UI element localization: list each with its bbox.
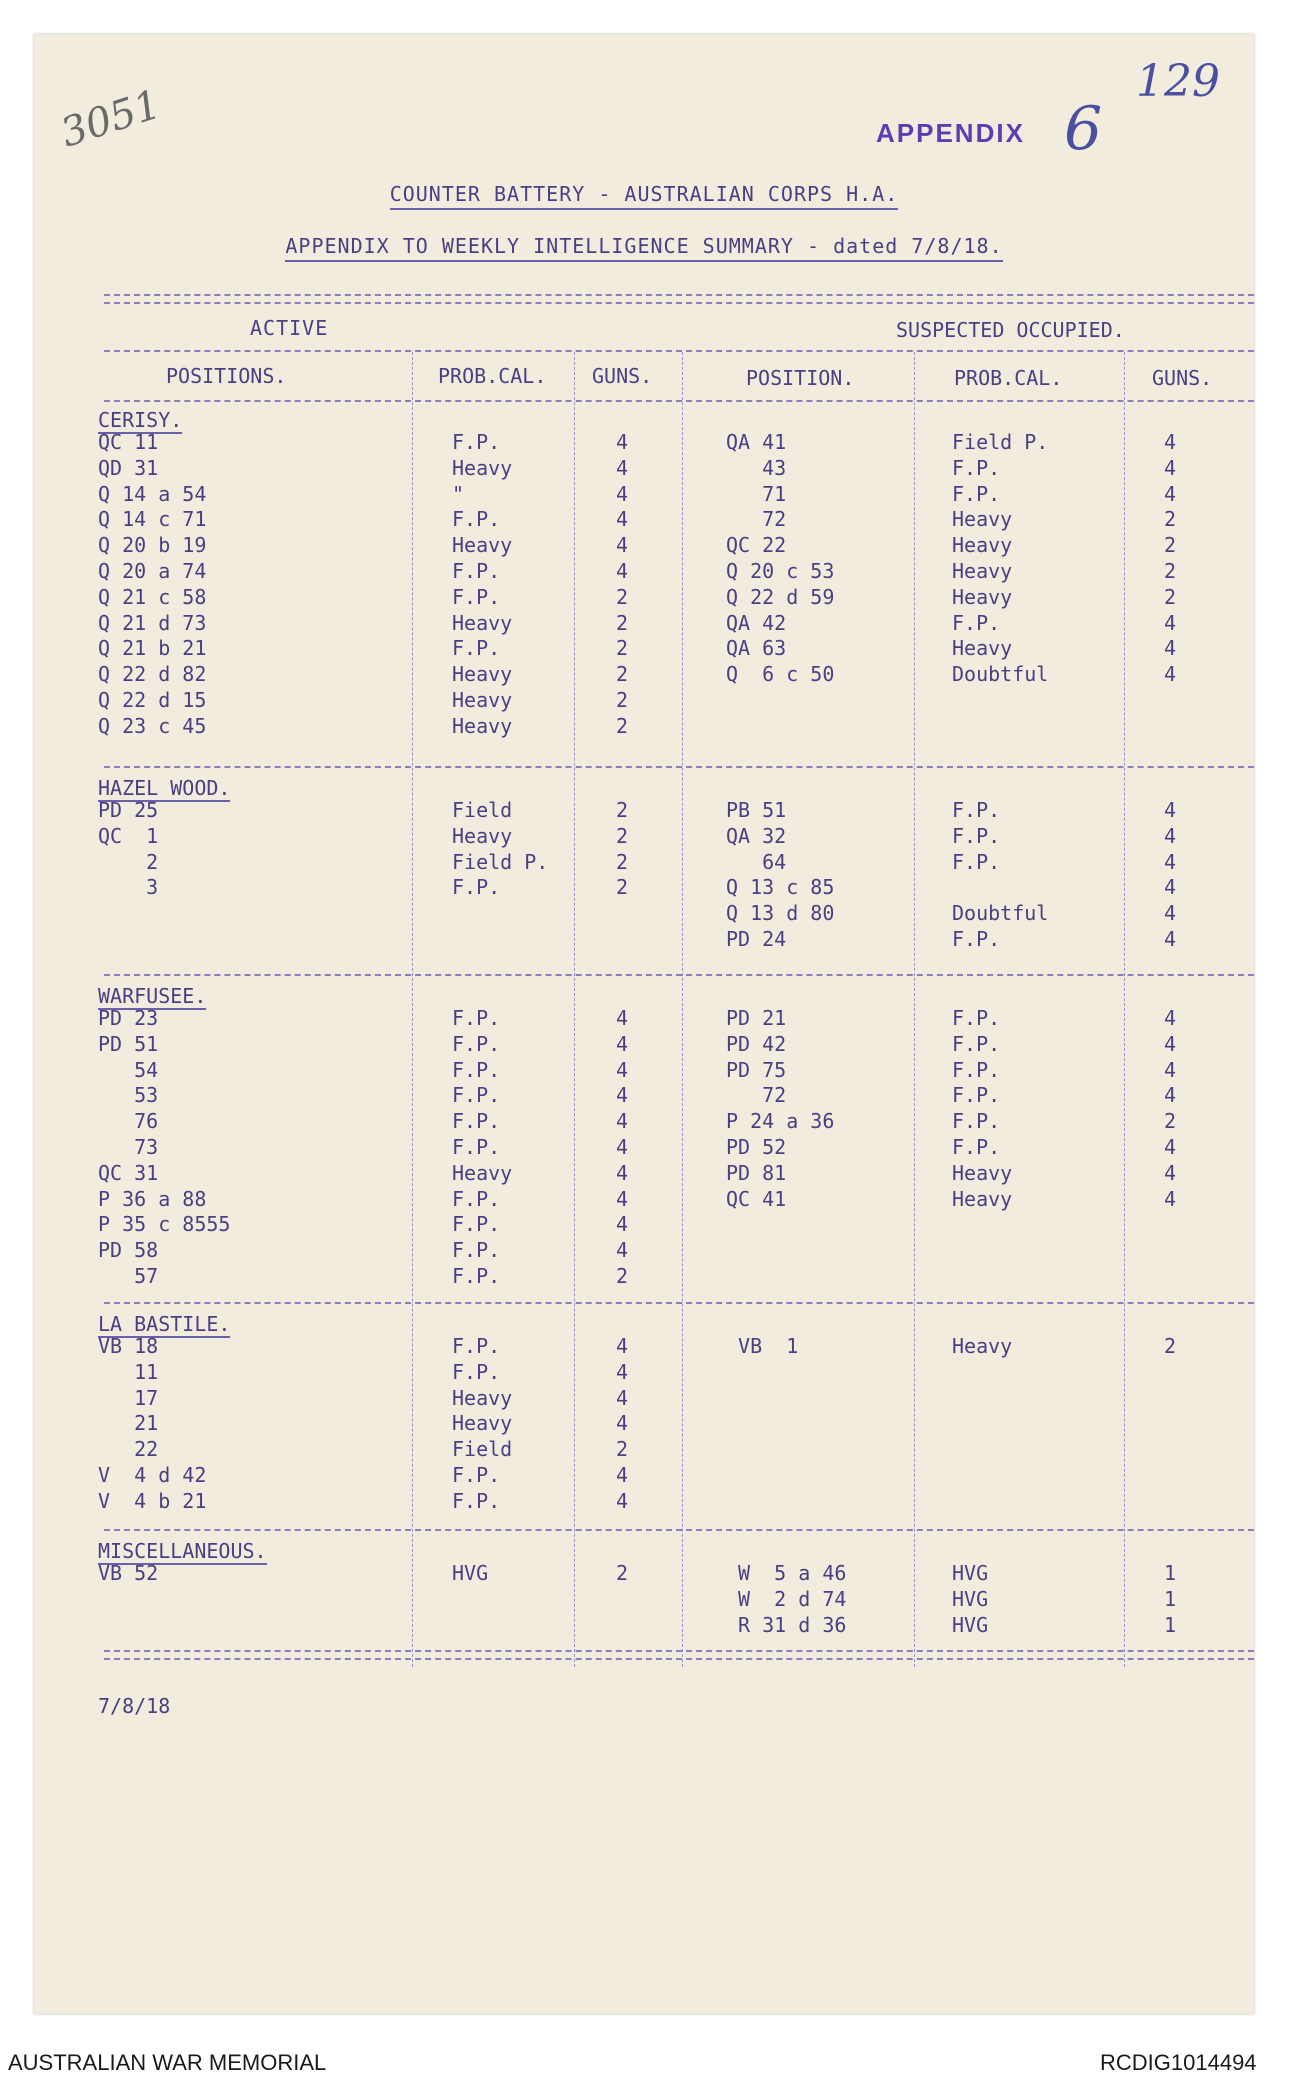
active-position: QC 11 — [98, 430, 159, 454]
pencil-registry-number: 3051 — [55, 81, 167, 157]
active-guns: 4 — [616, 1411, 629, 1436]
active-prob-cal: F.P. — [452, 1212, 501, 1237]
section-heading: HAZEL WOOD. — [98, 776, 231, 800]
suspected-prob-cal: F.P. — [952, 927, 1001, 951]
document-title: COUNTER BATTERY - AUSTRALIAN CORPS H.A. — [34, 182, 1254, 206]
suspected-position: QC 22 — [726, 533, 787, 558]
active-prob-cal: F.P. — [452, 430, 501, 454]
active-position: 54 — [98, 1057, 159, 1082]
suspected-guns: 4 — [1164, 455, 1177, 480]
suspected-guns: 2 — [1164, 507, 1177, 532]
active-guns: 2 — [616, 849, 629, 874]
active-prob-cal: F.P. — [452, 1238, 501, 1263]
suspected-guns: 4 — [1164, 823, 1177, 848]
suspected-guns: 4 — [1164, 849, 1177, 874]
active-guns: 4 — [616, 1057, 629, 1082]
section-heading: MISCELLANEOUS. — [98, 1539, 267, 1563]
active-prob-cal: Field — [452, 1437, 513, 1462]
active-position: 22 — [98, 1437, 159, 1462]
active-guns: 4 — [616, 559, 629, 583]
active-prob-cal: F.P. — [452, 1109, 501, 1134]
active-position: P 36 a 88 — [98, 1186, 207, 1211]
appendix-number: 6 — [1064, 94, 1103, 164]
active-guns: 2 — [616, 662, 629, 687]
suspected-position: PD 52 — [726, 1135, 787, 1159]
active-position: PD 51 — [98, 1031, 159, 1056]
footer-left: AUSTRALIAN WAR MEMORIAL — [8, 2050, 327, 2075]
active-position: PD 58 — [98, 1238, 159, 1263]
active-guns: 4 — [616, 1031, 629, 1056]
suspected-prob-cal: Doubtful — [952, 662, 1049, 687]
active-prob-cal: F.P. — [452, 1334, 501, 1358]
suspected-position: PD 21 — [726, 1006, 787, 1030]
document-page — [34, 34, 1254, 2014]
active-position: 57 — [98, 1264, 159, 1288]
active-prob-cal: Heavy — [452, 455, 513, 480]
suspected-guns: 4 — [1164, 1083, 1177, 1108]
suspected-position: Q 6 c 50 — [726, 662, 835, 687]
suspected-position: PD 42 — [726, 1031, 787, 1056]
active-position: 2 — [98, 849, 159, 874]
active-prob-cal: Heavy — [452, 713, 513, 738]
suspected-position: Q 13 d 80 — [726, 901, 835, 926]
active-guns: 2 — [616, 823, 629, 848]
suspected-guns: 4 — [1164, 798, 1177, 822]
active-guns: 4 — [616, 1359, 629, 1384]
suspected-position: P 24 a 36 — [726, 1109, 835, 1134]
active-position: Q 22 d 82 — [98, 662, 207, 687]
suspected-guns: 4 — [1164, 901, 1177, 926]
active-prob-cal: Heavy — [452, 662, 513, 687]
suspected-position: Q 22 d 59 — [726, 584, 835, 609]
suspected-prob-cal: Heavy — [952, 1186, 1013, 1211]
suspected-position: 43 — [726, 455, 787, 480]
suspected-guns: 4 — [1164, 875, 1177, 900]
active-position: 21 — [98, 1411, 159, 1436]
section-heading: CERISY. — [98, 408, 183, 432]
active-prob-cal: F.P. — [452, 507, 501, 532]
active-guns: 4 — [616, 1135, 629, 1159]
suspected-guns: 1 — [1164, 1586, 1177, 1611]
active-prob-cal: F.P. — [452, 1488, 501, 1513]
active-position: QC 1 — [98, 823, 159, 848]
suspected-position: 72 — [726, 1083, 787, 1108]
active-guns: 2 — [616, 636, 629, 661]
suspected-guns: 1 — [1164, 1612, 1177, 1637]
suspected-guns: 2 — [1164, 559, 1177, 583]
active-position: VB 52 — [98, 1561, 159, 1585]
active-position: 3 — [98, 875, 159, 900]
active-position: VB 18 — [98, 1334, 159, 1358]
document-subtitle: APPENDIX TO WEEKLY INTELLIGENCE SUMMARY - dated 7/8/18. — [34, 234, 1254, 258]
active-position: QD 31 — [98, 455, 159, 480]
suspected-position: PD 81 — [726, 1160, 787, 1185]
suspected-position: QA 63 — [726, 636, 787, 661]
active-guns: 4 — [616, 1006, 629, 1030]
suspected-guns: 4 — [1164, 1160, 1177, 1185]
col-divider-4 — [914, 352, 915, 1667]
active-guns: 4 — [616, 1160, 629, 1185]
active-guns: 4 — [616, 481, 629, 506]
active-guns: 4 — [616, 1238, 629, 1263]
active-position: Q 14 a 54 — [98, 481, 207, 506]
suspected-prob-cal: F.P. — [952, 1083, 1001, 1108]
suspected-position: 72 — [726, 507, 787, 532]
active-prob-cal: F.P. — [452, 636, 501, 661]
active-prob-cal: Heavy — [452, 1411, 513, 1436]
section-heading: WARFUSEE. — [98, 984, 207, 1008]
suspected-prob-cal: HVG — [952, 1561, 989, 1585]
active-guns: 2 — [616, 875, 629, 900]
group-suspected: SUSPECTED OCCUPIED. — [896, 318, 1125, 342]
suspected-prob-cal: Heavy — [952, 584, 1013, 609]
active-position: 73 — [98, 1135, 159, 1159]
active-guns: 4 — [616, 1186, 629, 1211]
suspected-position: Q 13 c 85 — [726, 875, 835, 900]
suspected-guns: 2 — [1164, 584, 1177, 609]
active-prob-cal: Heavy — [452, 1160, 513, 1185]
suspected-position: PB 51 — [726, 798, 787, 822]
suspected-prob-cal: F.P. — [952, 849, 1001, 874]
suspected-guns: 4 — [1164, 1057, 1177, 1082]
suspected-prob-cal: Heavy — [952, 1160, 1013, 1185]
active-prob-cal: Heavy — [452, 1385, 513, 1410]
suspected-position: R 31 d 36 — [726, 1612, 847, 1637]
suspected-guns: 4 — [1164, 481, 1177, 506]
suspected-prob-cal: Heavy — [952, 1334, 1013, 1358]
suspected-position: PD 75 — [726, 1057, 787, 1082]
suspected-position: QA 32 — [726, 823, 787, 848]
active-position: 53 — [98, 1083, 159, 1108]
col-divider-5 — [1124, 352, 1125, 1667]
group-active: ACTIVE — [250, 316, 329, 340]
header-top-rule — [104, 350, 1254, 352]
active-prob-cal: F.P. — [452, 1359, 501, 1384]
suspected-prob-cal: Heavy — [952, 559, 1013, 583]
active-prob-cal: F.P. — [452, 1006, 501, 1030]
active-guns: 4 — [616, 1385, 629, 1410]
suspected-position: Q 20 c 53 — [726, 559, 835, 583]
suspected-prob-cal: HVG — [952, 1586, 989, 1611]
active-guns: 4 — [616, 507, 629, 532]
active-position: 17 — [98, 1385, 159, 1410]
col-prob-cal: PROB.CAL. — [438, 364, 547, 388]
suspected-guns: 4 — [1164, 636, 1177, 661]
col-prob-cal-2: PROB.CAL. — [954, 366, 1063, 390]
suspected-prob-cal: Heavy — [952, 533, 1013, 558]
active-prob-cal: Heavy — [452, 610, 513, 635]
active-position: Q 20 a 74 — [98, 559, 207, 583]
suspected-prob-cal: Heavy — [952, 636, 1013, 661]
suspected-prob-cal: F.P. — [952, 798, 1001, 822]
suspected-position: VB 1 — [726, 1334, 799, 1358]
suspected-position: QA 41 — [726, 430, 787, 454]
active-prob-cal: Heavy — [452, 533, 513, 558]
active-prob-cal: " — [452, 481, 465, 506]
suspected-prob-cal: F.P. — [952, 455, 1001, 480]
suspected-prob-cal: F.P. — [952, 1135, 1001, 1159]
top-rule — [104, 294, 1254, 304]
active-guns: 4 — [616, 533, 629, 558]
active-prob-cal: F.P. — [452, 1083, 501, 1108]
suspected-prob-cal: F.P. — [952, 1109, 1001, 1134]
suspected-guns: 4 — [1164, 1006, 1177, 1030]
active-position: Q 14 c 71 — [98, 507, 207, 532]
col-divider-2 — [574, 352, 575, 1667]
active-prob-cal: Field P. — [452, 849, 549, 874]
active-position: Q 21 c 58 — [98, 584, 207, 609]
active-position: V 4 d 42 — [98, 1463, 207, 1487]
active-guns: 2 — [616, 584, 629, 609]
suspected-guns: 4 — [1164, 662, 1177, 687]
active-position: Q 23 c 45 — [98, 713, 207, 738]
suspected-position: 64 — [726, 849, 787, 874]
suspected-prob-cal: F.P. — [952, 1006, 1001, 1030]
active-prob-cal: F.P. — [452, 1057, 501, 1082]
bottom-rule — [104, 1650, 1254, 1660]
active-prob-cal: F.P. — [452, 1031, 501, 1056]
suspected-position: 71 — [726, 481, 787, 506]
active-guns: 2 — [616, 610, 629, 635]
suspected-position: W 2 d 74 — [726, 1586, 847, 1611]
active-position: Q 21 d 73 — [98, 610, 207, 635]
suspected-prob-cal: F.P. — [952, 481, 1001, 506]
suspected-prob-cal: HVG — [952, 1612, 989, 1637]
suspected-prob-cal: F.P. — [952, 823, 1001, 848]
suspected-guns: 4 — [1164, 1135, 1177, 1159]
active-prob-cal: Field — [452, 798, 513, 822]
active-position: PD 25 — [98, 798, 159, 822]
suspected-guns: 4 — [1164, 927, 1177, 951]
col-guns-2: GUNS. — [1152, 366, 1213, 390]
appendix-stamp: APPENDIX — [876, 118, 1025, 148]
active-position: V 4 b 21 — [98, 1488, 207, 1513]
suspected-position: QC 41 — [726, 1186, 787, 1211]
suspected-guns: 4 — [1164, 1186, 1177, 1211]
active-guns: 2 — [616, 1561, 629, 1585]
active-guns: 4 — [616, 1109, 629, 1134]
active-prob-cal: F.P. — [452, 1135, 501, 1159]
suspected-guns: 2 — [1164, 1109, 1177, 1134]
active-prob-cal: F.P. — [452, 875, 501, 900]
active-position: 11 — [98, 1359, 159, 1384]
suspected-prob-cal: F.P. — [952, 1057, 1001, 1082]
suspected-prob-cal: Doubtful — [952, 901, 1049, 926]
active-guns: 4 — [616, 455, 629, 480]
col-guns: GUNS. — [592, 364, 653, 388]
active-prob-cal: F.P. — [452, 1264, 501, 1288]
section-heading: LA BASTILE. — [98, 1312, 231, 1336]
section-divider — [104, 766, 1254, 768]
active-prob-cal: HVG — [452, 1561, 489, 1585]
active-position: PD 23 — [98, 1006, 159, 1030]
active-guns: 2 — [616, 688, 629, 712]
col-positions: POSITIONS. — [166, 364, 287, 388]
active-position: Q 22 d 15 — [98, 688, 207, 712]
active-guns: 4 — [616, 1488, 629, 1513]
col-divider-3 — [682, 352, 683, 1667]
document-date: 7/8/18 — [98, 1694, 171, 1718]
section-divider — [104, 974, 1254, 976]
active-guns: 4 — [616, 1463, 629, 1487]
active-guns: 4 — [616, 430, 629, 454]
suspected-position: QA 42 — [726, 610, 787, 635]
suspected-guns: 2 — [1164, 1334, 1177, 1358]
suspected-guns: 4 — [1164, 430, 1177, 454]
folio-number: 129 — [1136, 56, 1220, 107]
active-position: Q 20 b 19 — [98, 533, 207, 558]
active-prob-cal: F.P. — [452, 559, 501, 583]
col-divider-1 — [412, 352, 413, 1667]
active-prob-cal: F.P. — [452, 1186, 501, 1211]
active-prob-cal: F.P. — [452, 1463, 501, 1487]
active-position: 76 — [98, 1109, 159, 1134]
section-divider — [104, 1302, 1254, 1304]
active-guns: 4 — [616, 1083, 629, 1108]
active-guns: 2 — [616, 798, 629, 822]
active-position: Q 21 b 21 — [98, 636, 207, 661]
col-position: POSITION. — [746, 366, 855, 390]
suspected-position: PD 24 — [726, 927, 787, 951]
active-position: QC 31 — [98, 1160, 159, 1185]
suspected-prob-cal: Heavy — [952, 507, 1013, 532]
active-prob-cal: Heavy — [452, 823, 513, 848]
header-bottom-rule — [104, 400, 1254, 402]
active-guns: 4 — [616, 1334, 629, 1358]
suspected-prob-cal: Field P. — [952, 430, 1049, 454]
footer-right: RCDIG1014494 — [1100, 2050, 1257, 2075]
active-position: P 35 c 8555 — [98, 1212, 231, 1237]
suspected-position: W 5 a 46 — [726, 1561, 847, 1585]
active-guns: 2 — [616, 1264, 629, 1288]
active-prob-cal: Heavy — [452, 688, 513, 712]
active-guns: 2 — [616, 1437, 629, 1462]
suspected-prob-cal: F.P. — [952, 610, 1001, 635]
suspected-prob-cal: F.P. — [952, 1031, 1001, 1056]
suspected-guns: 4 — [1164, 1031, 1177, 1056]
active-prob-cal: F.P. — [452, 584, 501, 609]
suspected-guns: 2 — [1164, 533, 1177, 558]
suspected-guns: 4 — [1164, 610, 1177, 635]
section-divider — [104, 1529, 1254, 1531]
active-guns: 2 — [616, 713, 629, 738]
active-guns: 4 — [616, 1212, 629, 1237]
suspected-guns: 1 — [1164, 1561, 1177, 1585]
